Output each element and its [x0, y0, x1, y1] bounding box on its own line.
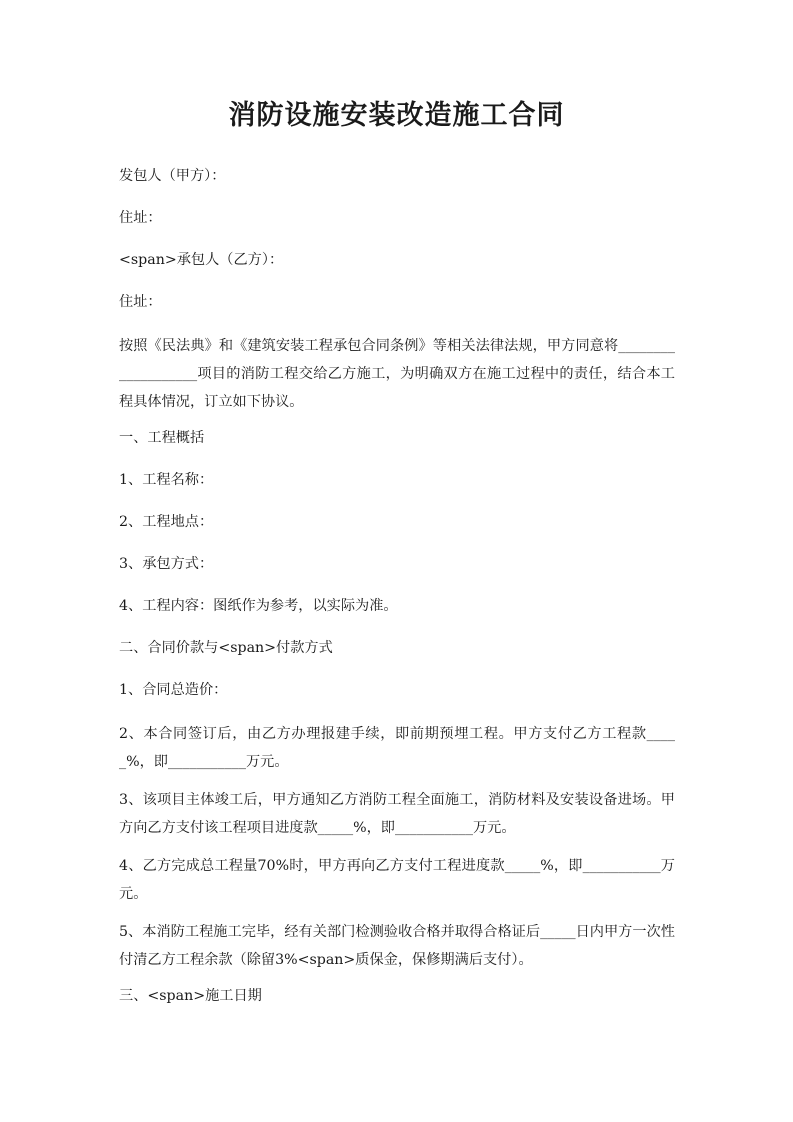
- total-price-line: 1、合同总造价：: [119, 682, 228, 698]
- document-title: 消防设施安装改造施工合同: [228, 100, 565, 131]
- project-content-line: 4、工程内容：图纸作为参考，以实际为准。: [119, 598, 398, 614]
- project-name-line: 1、工程名称：: [119, 472, 214, 488]
- project-location-line: 2、工程地点：: [119, 514, 214, 530]
- party-b-line: <span>承包人（乙方）：: [119, 252, 284, 268]
- section-heading-3: 三、<span>施工日期: [119, 988, 262, 1004]
- payment-clause-2: 2、本合同签订后，由乙方办理报建手续，即前期预埋工程。甲方支付乙方工程款_____%，即___________万元。: [119, 726, 675, 770]
- section-heading-2: 二、合同价款与<span>付款方式: [119, 640, 333, 656]
- party-a-line: 发包人（甲方）：: [119, 168, 226, 184]
- party-a-address: 住址：: [119, 210, 162, 226]
- payment-clause-4: 4、乙方完成总工程量70%时，甲方再向乙方支付工程进度款_____%，即___________万元。: [119, 858, 675, 902]
- contract-method-line: 3、承包方式：: [119, 556, 214, 572]
- section-heading-1: 一、工程概括: [119, 430, 205, 446]
- payment-clause-3: 3、该项目主体竣工后，甲方通知乙方消防工程全面施工，消防材料及安装设备进场。甲方向乙方支付该工程项目进度款_____%，即___________万元。: [119, 792, 675, 836]
- payment-clause-5: 5、本消防工程施工完毕，经有关部门检测验收合格并取得合格证后_____日内甲方一次性付清乙方工程余款（除留3%<span>质保金，保修期满后支付）。: [119, 924, 675, 968]
- document-body: [119, 164, 675, 1026]
- party-b-address: 住址：: [119, 294, 162, 310]
- preamble-paragraph: 按照《民法典》和《建筑安装工程承包合同条例》等相关法律法规，甲方同意将___________________项目的消防工程交给乙方施工，为明确双方在施工过程中的责任，结合本工程具体情况，订立如下协议。: [119, 338, 675, 410]
